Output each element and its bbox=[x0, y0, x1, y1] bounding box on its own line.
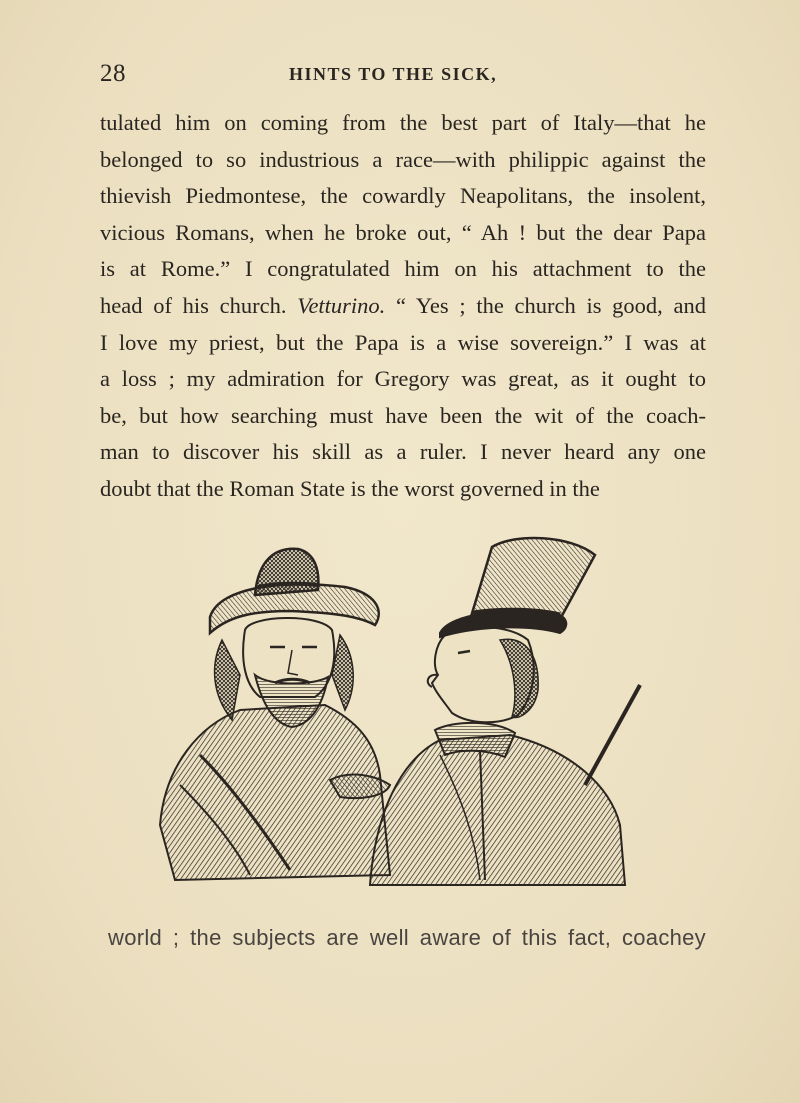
text-line: I love my priest, but the Papa is a wise sovereign.” I was at bbox=[100, 329, 706, 355]
text-span: “ Yes ; the church is good, and bbox=[385, 292, 706, 318]
page-number: 28 bbox=[100, 60, 126, 87]
text-line: doubt that the Roman State is the worst governed in the bbox=[100, 475, 600, 501]
text-line: tulated him on coming from the best part of Italy—that he bbox=[100, 110, 706, 135]
continued-text-line: world ; the subjects are well aware of this fact, coachey bbox=[108, 925, 706, 950]
left-figure bbox=[160, 549, 390, 880]
text-line: a loss ; my admiration for Gregory was great, as it ought to bbox=[100, 366, 706, 392]
text-line: vicious Romans, when he broke out, “ Ah ! but the dear Papa bbox=[100, 219, 706, 245]
italic-speaker: Vetturino. bbox=[297, 292, 386, 318]
text-line-with-italic bbox=[100, 288, 706, 325]
right-figure bbox=[370, 538, 640, 885]
text-line: is at Rome.” I congratulated him on his attachment to the bbox=[100, 256, 706, 282]
running-head: HINTS TO THE SICK, bbox=[289, 64, 498, 84]
text-line: be, but how searching must have been the wit of the coach- bbox=[100, 402, 706, 428]
text-span: head of his church. bbox=[100, 292, 298, 318]
text-line: man to discover his skill as a ruler. I never heard any one bbox=[100, 439, 706, 465]
engraving-illustration bbox=[140, 525, 680, 895]
page-header bbox=[100, 60, 706, 90]
text-line: belonged to so industrious a race—with philippic against the bbox=[100, 146, 706, 172]
body-text bbox=[100, 105, 706, 508]
text-line: thievish Piedmontese, the cowardly Neapolitans, the insolent, bbox=[100, 183, 706, 209]
engraving-svg bbox=[140, 525, 680, 895]
